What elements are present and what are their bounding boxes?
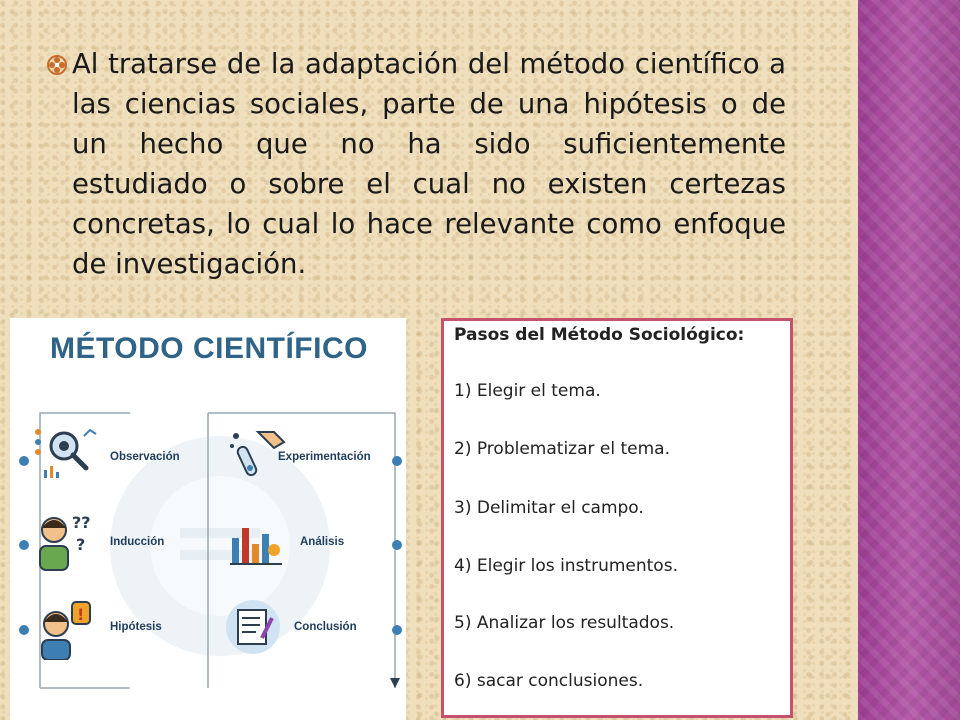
step-item: 6) sacar conclusiones. bbox=[454, 671, 644, 691]
document-icon bbox=[224, 598, 282, 656]
paragraph-text: Al tratarse de la adaptación del método científico a las ciencias sociales, parte de una hipótesis o de un hecho que no ha sido suficientemente estudiado o sobre el cual no existen certezas concretas, lo cual lo hace relevante como enfoque de investigación. bbox=[72, 48, 786, 280]
svg-text:??: ?? bbox=[72, 513, 91, 532]
decorative-side-band bbox=[858, 0, 960, 720]
step-observacion: Observación bbox=[110, 451, 180, 463]
svg-text:?: ? bbox=[76, 535, 86, 554]
bar-chart-icon bbox=[228, 514, 284, 570]
svg-text:!: ! bbox=[77, 605, 85, 624]
bullet-flower-icon bbox=[46, 54, 68, 76]
scientific-method-infographic bbox=[10, 318, 406, 720]
thinking-person-icon bbox=[32, 512, 94, 572]
step-hipotesis: Hipótesis bbox=[110, 621, 162, 633]
step-conclusion: Conclusión bbox=[294, 621, 357, 633]
infographic-title: MÉTODO CIENTÍFICO bbox=[50, 332, 368, 365]
step-induccion: Inducción bbox=[110, 536, 165, 548]
alert-person-icon bbox=[34, 600, 96, 660]
steps-title: Pasos del Método Sociológico: bbox=[454, 325, 745, 345]
step-analisis: Análisis bbox=[300, 536, 345, 548]
steps-box bbox=[441, 318, 793, 718]
step-item: 1) Elegir el tema. bbox=[454, 381, 601, 401]
step-item: 5) Analizar los resultados. bbox=[454, 613, 675, 633]
step-item: 2) Problematizar el tema. bbox=[454, 439, 670, 459]
paragraph-block bbox=[46, 44, 786, 284]
step-item: 3) Delimitar el campo. bbox=[454, 498, 644, 518]
step-experimentacion: Experimentación bbox=[278, 451, 371, 463]
magnifier-icon bbox=[34, 426, 100, 482]
step-item: 4) Elegir los instrumentos. bbox=[454, 556, 678, 576]
